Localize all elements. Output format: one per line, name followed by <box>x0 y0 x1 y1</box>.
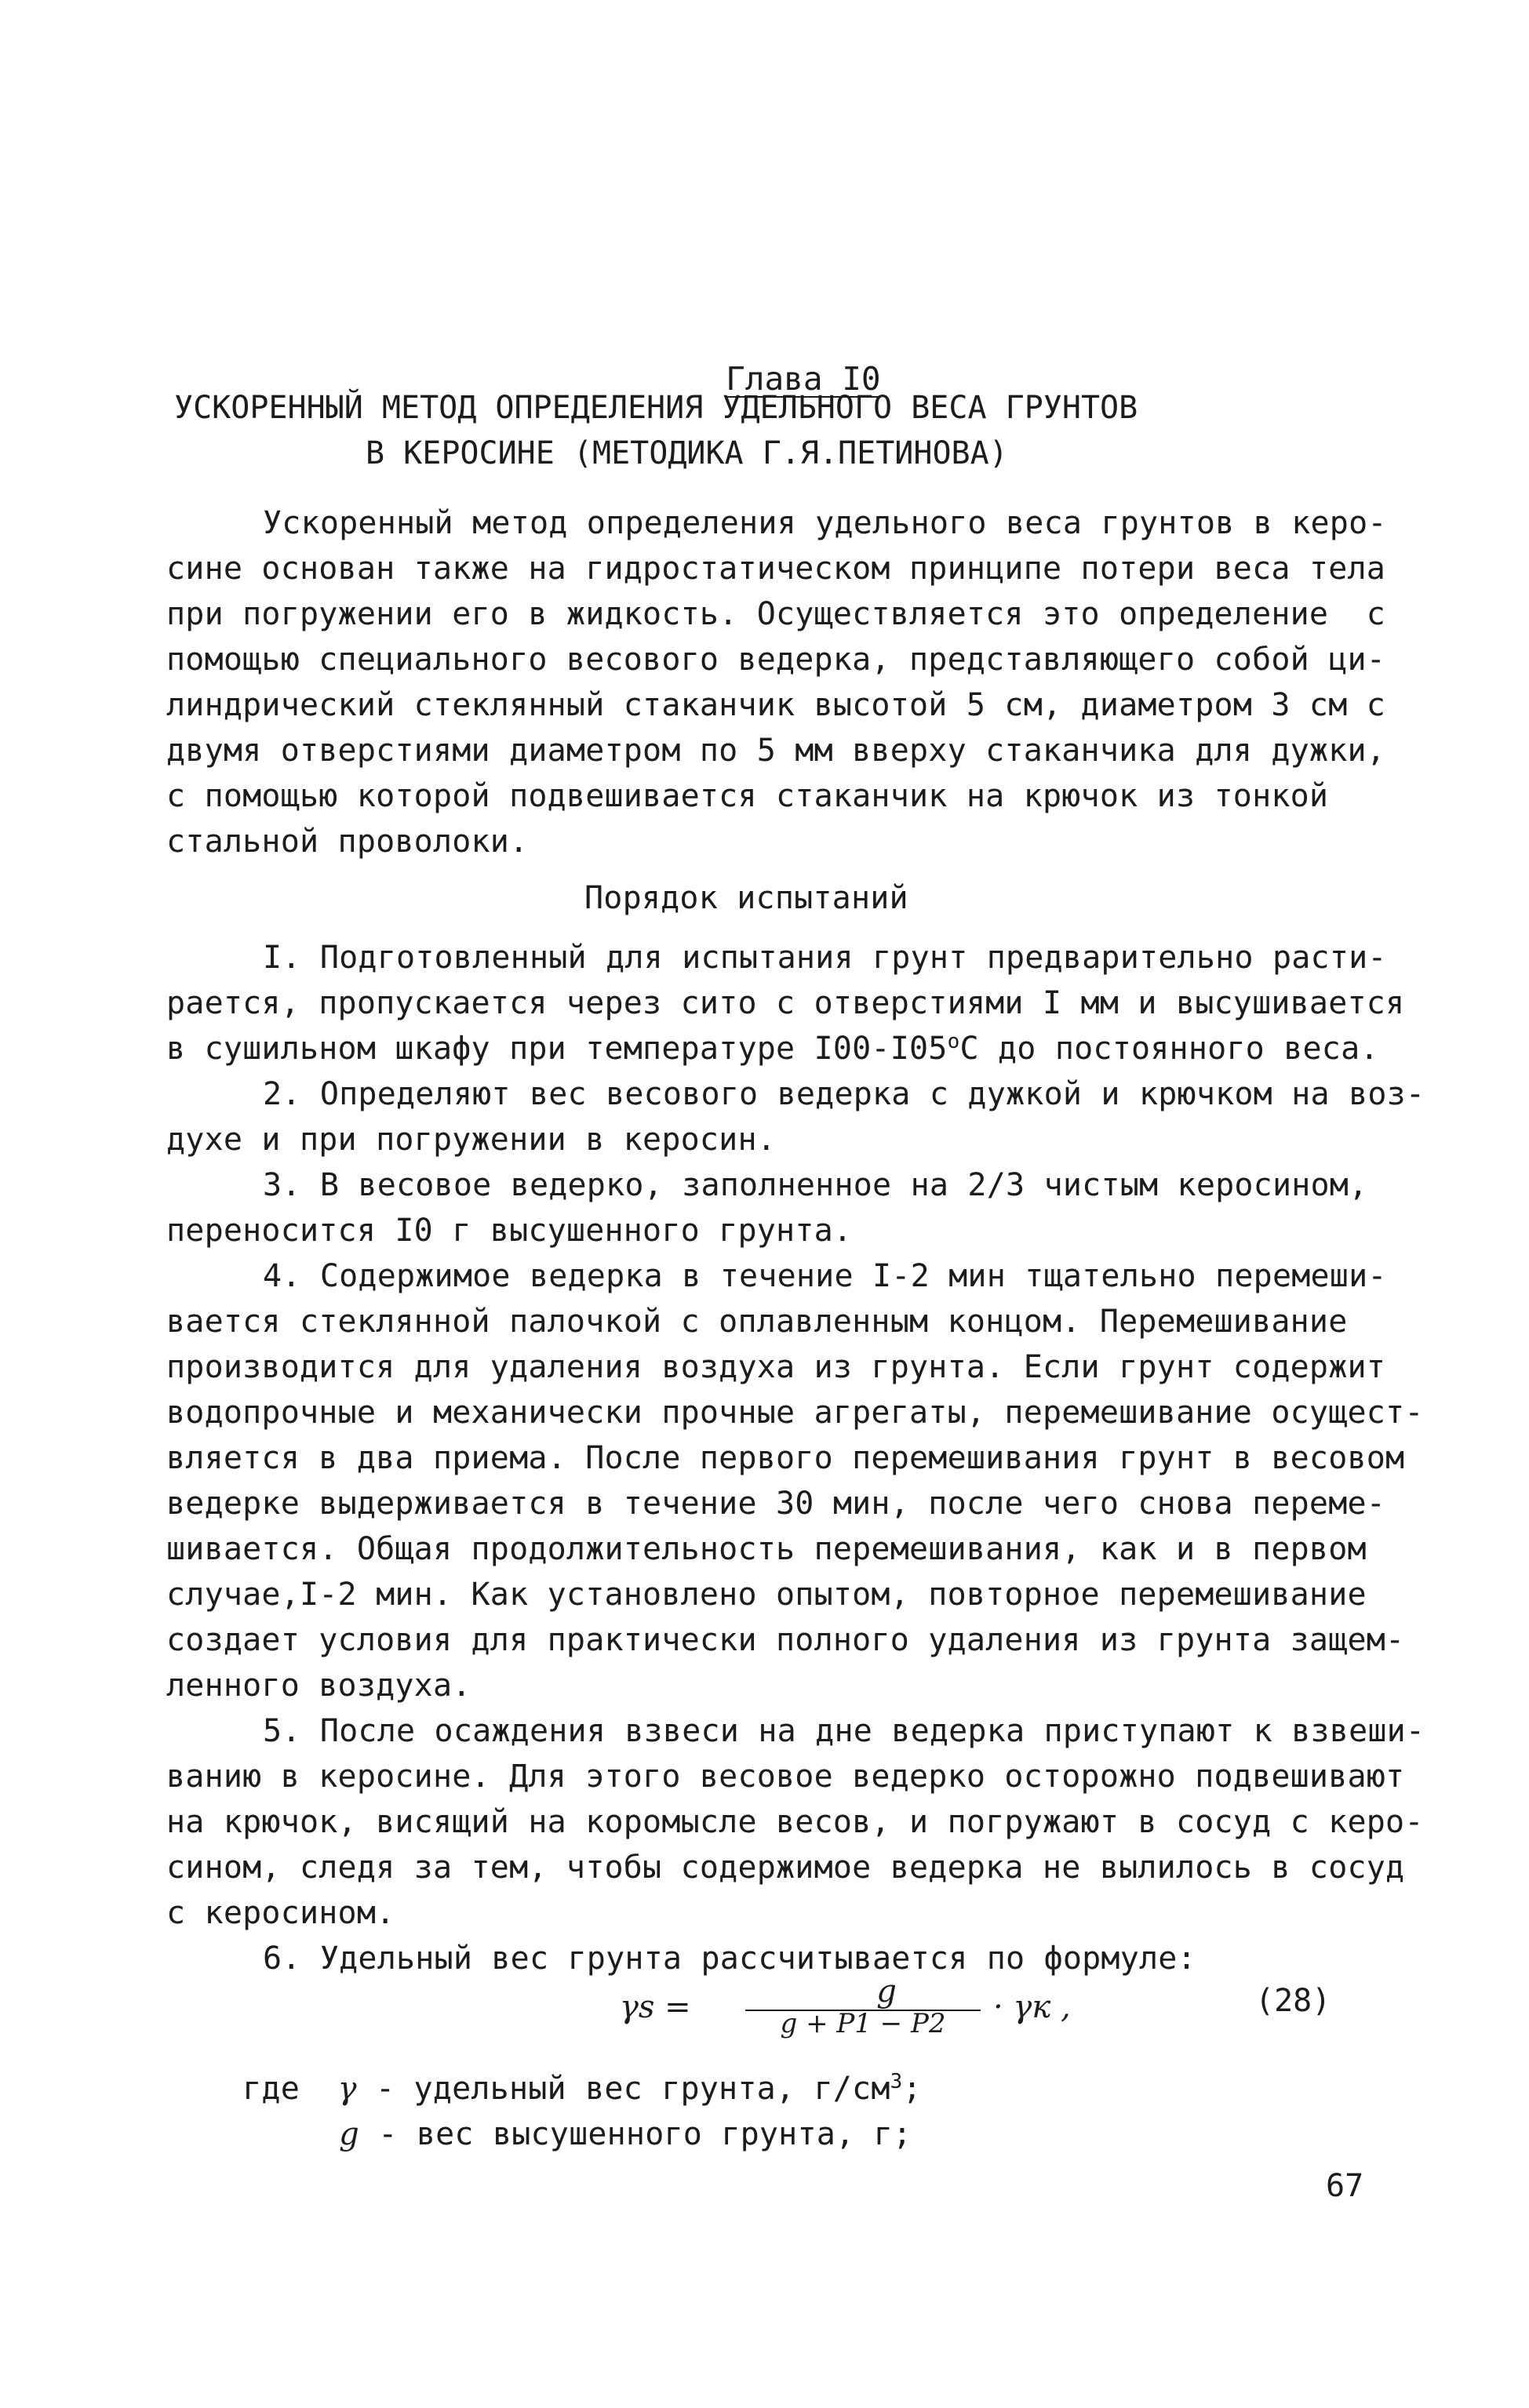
step-line: 3. В весовое ведерко, заполненное на 2/3 чистым керосином, <box>263 1167 1368 1203</box>
chapter-title-line-1: УСКОРЕННЫЙ МЕТОД ОПРЕДЕЛЕНИЯ УДЕЛЬНОГО ВЕСА ГРУНТОВ <box>174 390 1138 426</box>
cube-superscript: 3 <box>890 2070 903 2093</box>
step-line: духе и при погружении в керосин. <box>166 1122 777 1158</box>
step-line: 5. После осаждения взвеси на дне ведерка приступают к взвеши- <box>263 1713 1425 1749</box>
step-line: водопрочные и механически прочные агрегаты, перемешивание осущест- <box>166 1395 1424 1431</box>
step-line: переносится I0 г высушенного грунта. <box>166 1213 853 1249</box>
legend-line <box>263 2075 912 2193</box>
page-number: 67 <box>1326 2168 1364 2204</box>
intro-line: помощью специального весового ведерка, представляющего собой ци- <box>166 642 1386 678</box>
legend-gamma-end: ; <box>902 2071 922 2107</box>
intro-line: стальной проволоки. <box>166 824 529 860</box>
intro-line: Ускоренный метод определения удельного веса грунтов в керо- <box>263 505 1387 541</box>
step-line: ведерке выдерживается в течение 30 мин, после чего снова переме- <box>166 1486 1386 1522</box>
step-line: с керосином. <box>166 1895 395 1931</box>
intro-line: с помощью которой подвешивается стаканчик на крючок из тонкой <box>166 778 1329 814</box>
intro-line: двумя отверстиями диаметром по 5 мм вверху стаканчика для дужки, <box>166 733 1386 769</box>
intro-line: линдрический стеклянный стаканчик высотой 5 см, диаметром 3 см с <box>166 687 1386 723</box>
chapter-label-text: Глава I0 <box>726 360 881 398</box>
step-line: сином, следя за тем, чтобы содержимое ведерка не вылилось в сосуд <box>166 1850 1405 1886</box>
step-text: в сушильном шкафу при температуре I00-I05 <box>166 1031 948 1067</box>
legend-gamma-text: - удельный вес грунта, г/см <box>375 2071 890 2107</box>
step-line: вляется в два приема. После первого перемешивания грунт в весовом <box>166 1440 1405 1476</box>
step-line: 4. Содержимое ведерка в течение I-2 мин тщательно перемеши- <box>263 1258 1387 1294</box>
step-line: ванию в керосине. Для этого весовое ведерко осторожно подвешивают <box>166 1759 1405 1795</box>
step-line: шивается. Общая продолжительность перемешивания, как и в первом <box>166 1531 1367 1567</box>
formula-denominator: g + P1 − P2 <box>780 2008 946 2039</box>
intro-line: сине основан также на гидростатическом принципе потери веса тела <box>166 551 1386 587</box>
chapter-title-line-2: В КЕРОСИНЕ (МЕТОДИКА Г.Я.ПЕТИНОВА) <box>366 435 1008 471</box>
g-symbol: g <box>339 2116 359 2152</box>
intro-line: при погружении его в жидкость. Осуществляется это определение с <box>166 596 1386 632</box>
step-line: создает условия для практически полного удаления из грунта защем- <box>166 1622 1405 1658</box>
legend-g-text: - вес высушенного грунта, г; <box>378 2116 912 2152</box>
step-line: на крючок, висящий на коромысле весов, и погружают в сосуд с керо- <box>166 1804 1424 1840</box>
equation-number: (28) <box>1255 1983 1331 2019</box>
section-heading: Порядок испытаний <box>584 880 908 916</box>
step-line: ленного воздуха. <box>166 1668 471 1704</box>
step-line: 6. Удельный вес грунта рассчитывается по формуле: <box>263 1941 1196 1977</box>
step-line: вается стеклянной палочкой с оплавленным концом. Перемешивание <box>166 1304 1348 1340</box>
step-text: С до постоянного веса. <box>959 1031 1379 1067</box>
legend-where: где <box>242 2071 300 2107</box>
degree-superscript: о <box>947 1030 960 1053</box>
step-line: случае,I-2 мин. Как установлено опытом, повторное перемешивание <box>166 1577 1367 1613</box>
formula-lhs: γs = <box>620 1989 691 2025</box>
step-line: рается, пропускается через сито с отверстиями I мм и высушивается <box>166 985 1405 1021</box>
formula-rhs: · γк , <box>993 1989 1071 2025</box>
step-line: 2. Определяют вес весового ведерка с дужкой и крючком на воз- <box>263 1076 1425 1112</box>
step-line: производится для удаления воздуха из грунта. Если грунт содержит <box>166 1349 1386 1385</box>
gamma-symbol: γ <box>337 2071 357 2107</box>
step-line: I. Подготовленный для испытания грунт предварительно расти- <box>263 940 1387 976</box>
formula-numerator: g <box>876 1973 897 2010</box>
step-line <box>166 1029 1379 1068</box>
